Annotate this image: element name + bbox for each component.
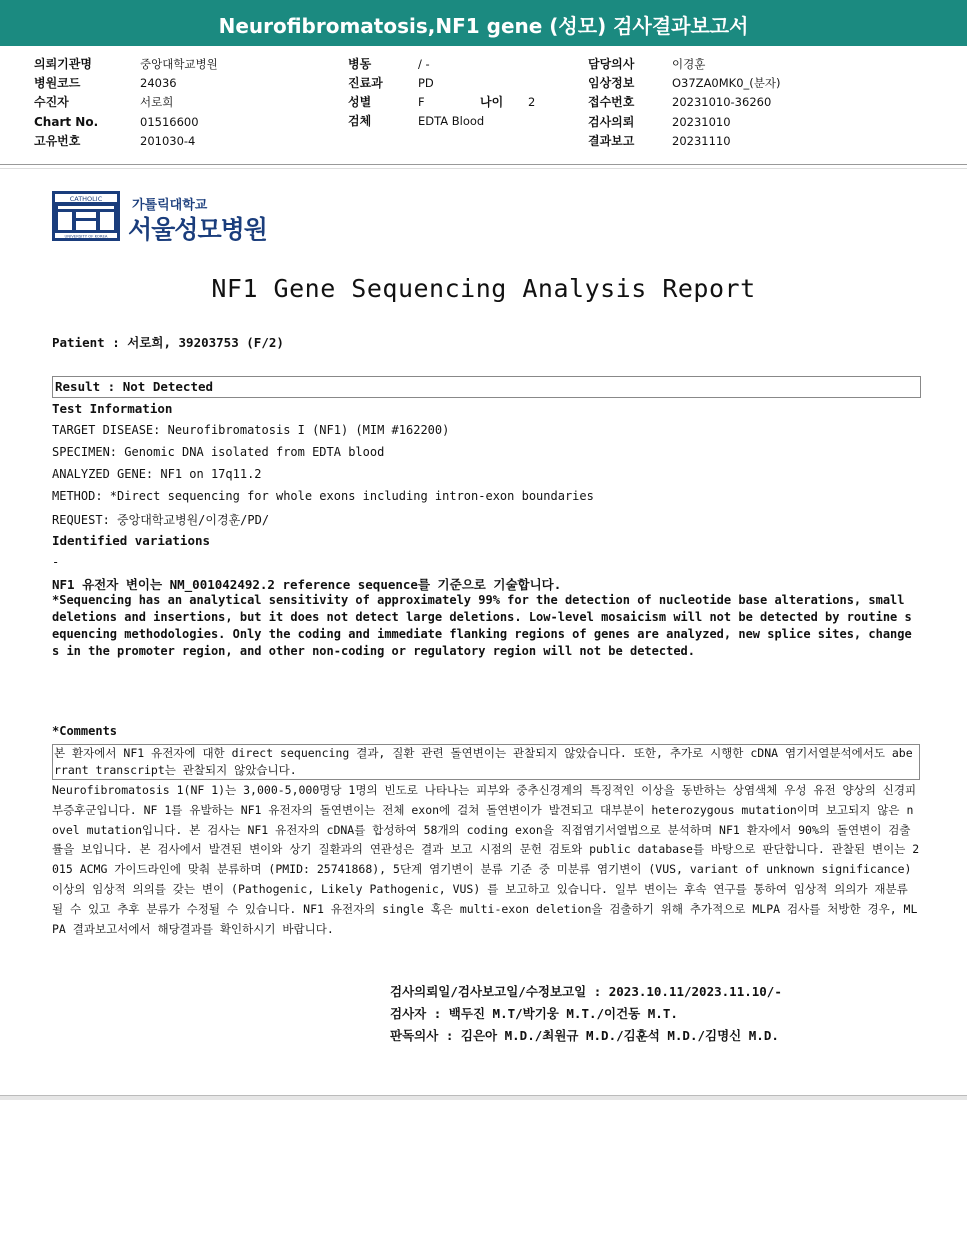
field-value: 01516600 [140, 115, 199, 129]
age-value: 2 [528, 95, 536, 109]
field-value: 24036 [140, 76, 177, 90]
specimen: SPECIMEN: Genomic DNA isolated from EDTA blood [52, 445, 385, 459]
sensitivity-note: *Sequencing has an analytical sensitivity of approximately 99% for the detection of nucleotide base alterations, small deletions and insertions, but it does not detect large deletions. Low-level mosaicism will not be detected by routine sequencing methodologies. Only the coding and immediate flanking regions of genes are analyzed, new splice sites, changes in the promoter region, and other non-coding or regulatory region will not be detected. [52, 593, 912, 658]
method: METHOD: *Direct sequencing for whole exons including intron-exon boundaries [52, 489, 594, 503]
field-value: 20231010 [672, 115, 731, 129]
info-column-1 [34, 55, 218, 151]
comment-body: Neurofibromatosis 1(NF 1)는 3,000-5,000명당 1명의 빈도로 나타나는 피부와 중추신경계의 특징적인 이상을 동반하는 상염색체 우성 유전 양상의 신경피부증후군입니다. NF 1를 유발하는 NF1 유전자의 돌연변이는 전체 exon에 걸쳐 돌연변이가 발견되고 대부분이 heterozygous mutation이며 보고되지 않은 novel mutation입니다. 본 검사는 NF1 유전자의 cDNA를 합성하여 58개의 coding exon을 직접염기서열법으로 분석하며 NF1 환자에서 90%의 돌연변이 검출률을 보입니다. 본 검사에서 발견된 변이와 상기 질환과의 연관성은 결과 보고 시점의 문헌 검토와 public database를 바탕으로 판단합니다. 관찰된 변이는 2015 ACMG 가이드라인에 맞춰 분류하며 (PMID: 25741868), 5단계 염기변이 분류 기준 중 미분류 염기변이 (VUS, variant of unknown significance) 이상의 임상적 의의를 갖는 변이 (Pathogenic, Likely Pathogenic, VUS) 를 보고하고 있습니다. 일부 변이는 후속 연구를 통하여 임상적 의의가 재분류 될 수 있고 추후 분류가 수정될 수 있습니다. NF1 유전자의 single 혹은 multi-exon deletion을 검출하기 위해 추가적으로 MLPA 검사를 처방한 경우, MLPA 결과보고서에서 해당결과를 확인하시기 바랍니다. [52, 783, 920, 936]
tester-names: 검사자 : 백두진 M.T/박기웅 M.T./이건동 M.T. [390, 1006, 678, 1021]
report-dates: 검사의뢰일/검사보고일/수정보고일 : 2023.10.11/2023.11.10/- [390, 984, 782, 999]
field-value: 201030-4 [140, 134, 196, 148]
field-label: 병원코드 [34, 76, 81, 90]
request: REQUEST: 중앙대학교병원/이경훈/PD/ [52, 513, 270, 527]
emblem-bottom-text: UNIVERSITY OF KOREA [64, 233, 108, 239]
field-value: 중앙대학교병원 [140, 57, 218, 71]
field-label: 접수번호 [588, 95, 635, 109]
field-value: 서로희 [140, 95, 174, 109]
field-label: 진료과 [348, 76, 383, 90]
header-separator-shadow [0, 168, 967, 169]
identified-variations-heading: Identified variations [52, 533, 211, 548]
patient-line: Patient : 서로희, 39203753 (F/2) [52, 335, 284, 350]
field-value: 20231010-36260 [672, 95, 772, 109]
field-label: 검체 [348, 114, 372, 128]
reader-names: 판독의사 : 김은아 M.D./최원규 M.D./김훈석 M.D./김명신 M.D. [390, 1028, 779, 1043]
result-text: Result : Not Detected [55, 379, 214, 394]
field-label: 결과보고 [588, 134, 635, 148]
field-value: EDTA Blood [418, 114, 485, 128]
identified-variations-value: - [52, 555, 60, 569]
report-header-title: Neurofibromatosis,NF1 gene (성모) 검사결과보고서 [218, 14, 749, 38]
result-box [52, 376, 921, 398]
field-value: / - [418, 57, 430, 71]
header-separator [0, 164, 967, 165]
info-column-3 [588, 55, 780, 151]
logo-university-name: 가톨릭대학교 [132, 198, 208, 213]
field-label: Chart No. [34, 115, 99, 129]
field-value: F [418, 95, 425, 109]
field-value: PD [418, 76, 434, 90]
reference-note: NF1 유전자 변이는 NM_001042492.2 reference sequence를 기준으로 기술합니다. [52, 577, 562, 592]
field-label: 담당의사 [588, 57, 635, 71]
hospital-logo-emblem [52, 191, 120, 245]
comments-heading: *Comments [52, 724, 118, 738]
emblem-top-text: CATHOLIC [69, 195, 103, 203]
field-value: 이경훈 [672, 57, 706, 71]
report-title: NF1 Gene Sequencing Analysis Report [211, 274, 756, 303]
info-column-2 [348, 55, 535, 131]
footer-separator [0, 1095, 967, 1100]
age-label: 나이 [480, 95, 504, 109]
field-value: 20231110 [672, 134, 731, 148]
logo-hospital-name: 서울성모병원 [128, 215, 267, 244]
field-label: 임상정보 [588, 76, 635, 90]
field-value: O37ZA0MK0_(분자) [672, 76, 781, 90]
field-label: 병동 [348, 57, 372, 71]
field-label: 의뢰기관명 [34, 57, 92, 71]
test-info-heading: Test Information [52, 401, 173, 416]
comment-box [52, 744, 920, 780]
field-label: 고유번호 [34, 134, 81, 148]
field-label: 성별 [348, 95, 372, 109]
analyzed-gene: ANALYZED GENE: NF1 on 17q11.2 [52, 467, 262, 481]
comment-box-text: 본 환자에서 NF1 유전자에 대한 direct sequencing 결과, 질환 관련 돌연변이는 관찰되지 않았습니다. 또한, 추가로 시행한 cDNA 염기서열분석에서도 aberrant transcript는 관찰되지 않았습니다. [54, 746, 913, 777]
target-disease: TARGET DISEASE: Neurofibromatosis I (NF1) (MIM #162200) [52, 423, 450, 437]
field-label: 검사의뢰 [588, 115, 635, 129]
field-label: 수진자 [34, 95, 69, 109]
report-header-bar [0, 0, 967, 46]
